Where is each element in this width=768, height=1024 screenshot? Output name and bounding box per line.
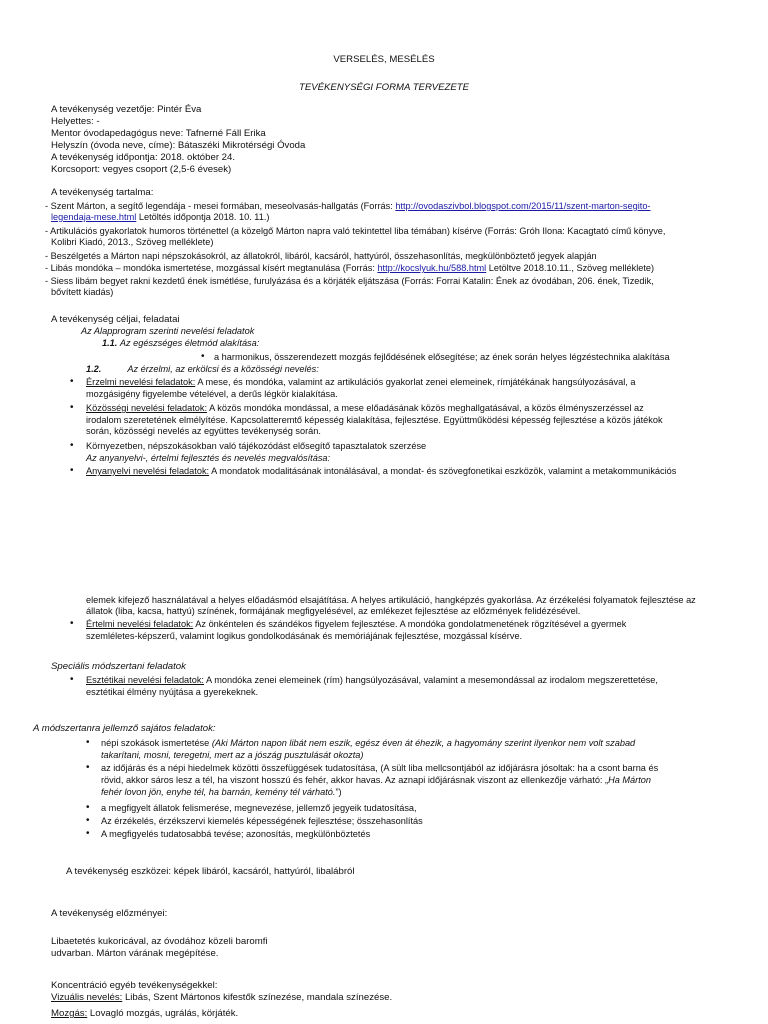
content-heading: A tevékenység tartalma: (51, 187, 154, 198)
method-weather: az időjárás és a népi hiedelmek közötti összefüggések tudatosítása, (A sült liba mellcsontjából az időjárásra jósoltak: ha a csont barna és (101, 763, 659, 773)
emotional-tasks-text: A mese, és mondóka, valamint az artikulációs gyakorlat zenei elemeinek, rímjátékának hangsúlyozásával, a (195, 377, 636, 387)
method-weather-cont-1 (101, 775, 651, 786)
bullet-icon: • (201, 351, 205, 362)
method-perception: Az érzékelés, érzékszervi kiemelés képességének fejlesztése; összehasonlítás (101, 816, 423, 826)
intellectual-tasks-text: Az önkéntelen és szándékos figyelem fejlesztése. A mondóka gondolatmenetének rögzítésével a gyermek (193, 619, 627, 629)
bullet-icon: • (70, 376, 74, 387)
content-item-5-cont: bővített kiadás) (51, 287, 114, 297)
method-customs-text: népi szokások ismertetése (101, 738, 212, 748)
content-item-2: - Artikulációs gyakorlatok humoros történettel (a közelgő Márton napra való tekintettel liba témában) kísérve (Forrás: Gróh Ilona: Kacagtató című könyve, (45, 226, 666, 236)
intellectual-tasks (86, 619, 626, 630)
content-item-3: - Beszélgetés a Márton napi népszokásokról, az állatokról, libáról, kacsáról, hattyúról, összehasonlítás, megkülönböztető jegyek alapján (45, 251, 597, 261)
method-customs (101, 738, 635, 749)
environment-tasks: Környezetben, népszokásokban való tájékozódást elősegítő tapasztalatok szerzése (86, 441, 427, 451)
aesthetic-tasks (86, 675, 658, 686)
concentration-movement (51, 1008, 238, 1019)
content-item-1 (45, 201, 651, 212)
language-tasks (86, 466, 676, 477)
emotional-tasks (86, 377, 636, 388)
source-link-2[interactable]: http://kocslyuk.hu/588.html (377, 263, 487, 273)
heading-1-1-number: 1.1. (102, 338, 118, 348)
document-subtitle: TEVÉKENYSÉGI FORMA TERVEZETE (298, 82, 470, 93)
goals-heading: A tevékenység céljai, feladatai (51, 314, 180, 325)
aesthetic-tasks-text: A mondóka zenei elemeinek (rím) hangsúlyozásával, valamint a mesemondással az irodalom megszerettetése, (203, 675, 658, 685)
tools-line: A tevékenység eszközei: képek libáról, kacsáról, hattyúról, libalábról (66, 866, 355, 877)
concentration-visual (51, 992, 392, 1003)
source-link-1-cont[interactable]: legendaja-mese.html (51, 212, 137, 222)
source-link-1[interactable]: http://ovodaszivbol.blogspot.com/2015/11/szent-marton-segito- (395, 201, 651, 211)
language-tasks-cont-1: elemek kifejező használatával a helyes előadásmód elsajátítása. A helyes artikuláció, hangképzés gyakorlása. Az érzékelési folyamatok fejlesztése az (86, 595, 696, 605)
aesthetic-tasks-cont: esztétikai élmény nyújtása a gyerekeknek. (86, 687, 259, 697)
content-item-5: - Siess libám begyet rakni kezdetű ének ismétlése, furulyázása és a körjáték eljátszása (Forrás: Forrai Katalin: Ének az óvodában, 206. ének, Tizedik, (45, 276, 654, 286)
method-weather-cont-2 (101, 787, 342, 798)
concentration-visual-label: Vizuális nevelés: (51, 992, 123, 1003)
heading-1-2-text: Az érzelmi, az erkölcsi és a közösségi nevelés: (127, 364, 319, 374)
concentration-visual-text: Libás, Szent Mártonos kifestők színezése, mandala színezése. (122, 992, 393, 1003)
bullet-icon: • (70, 440, 74, 451)
content-item-1-text: - Szent Márton, a segítő legendája - mesei formában, meseolvasás-hallgatás (Forrás: (45, 201, 396, 211)
concentration-heading: Koncentráció egyéb tevékenységekkel: (51, 980, 218, 991)
antecedents-heading: A tevékenység előzményei: (51, 908, 168, 919)
bullet-icon: • (86, 828, 90, 839)
method-weather-end: ”) (335, 787, 342, 797)
intellectual-tasks-cont: szemléletes-képszerű, valamint logikus gondolkodásának és memóriájának fejlesztése, mozgással kísérve. (86, 631, 523, 641)
content-item-4-text: - Libás mondóka – mondóka ismertetése, mozgással kísért megtanulása (Forrás: (45, 263, 378, 273)
community-tasks-text: A közös mondóka mondással, a mese előadásának közös meghallgatásával, a közös élményszerzéssel az (207, 403, 644, 413)
bullet-icon: • (70, 402, 74, 413)
heading-1-1-text: Az egészséges életmód alakítása: (119, 338, 260, 348)
concentration-movement-label: Mozgás: (51, 1008, 88, 1019)
method-weather-text: rövid, akkor sáros lesz a tél, ha viszont hosszú és fehér, akkor havas. Az aznapi időjárásnak viszont az ellenkezője várható: „ (101, 775, 609, 785)
bullet-icon: • (86, 802, 90, 813)
language-tasks-label: Anyanyelvi nevelési feladatok: (86, 466, 210, 476)
method-weather-quote: Ha Márton (608, 775, 652, 785)
intellectual-tasks-label: Értelmi nevelési feladatok: (86, 619, 194, 629)
info-deputy: Helyettes: - (51, 116, 100, 127)
heading-1-2 (86, 364, 319, 375)
method-customs-cont: takarítani, mosni, teregetni, mert az a jószág pusztulását okozta) (101, 750, 364, 760)
method-observation: A megfigyelés tudatosabbá tevése; azonosítás, megkülönböztetés (101, 829, 371, 839)
antecedents-line-1: Libaetetés kukoricával, az óvodához közeli baromfi (51, 936, 268, 947)
concentration-movement-text: Lovagló mozgás, ugrálás, körjáték. (87, 1008, 239, 1019)
method-customs-quote: (Aki Márton napon libát nem eszik, egész éven át éhezik, a hagyomány szerint ilyenkor nem volt szabad (211, 738, 636, 748)
community-tasks-cont-2: során, közösségi nevelés az együttes tevékenység során. (86, 426, 321, 436)
community-tasks-cont-1: irodalom szeretetének elmélyítése. Kapcsolatteremtő képesség kialakítása, fejlesztése. Együttműködési képesség fejlesztése a közös játékok (86, 415, 663, 425)
content-item-1-suffix: Letöltés időpontja 2018. 10. 11.) (136, 212, 270, 222)
info-leader: A tevékenység vezetője: Pintér Éva (51, 104, 202, 115)
antecedents-line-2: udvarban. Márton várának megépítése. (51, 948, 219, 959)
community-tasks (86, 403, 644, 414)
bullet-icon: • (86, 737, 90, 748)
bullet-icon: • (70, 465, 74, 476)
info-location: Helyszín (óvoda neve, címe): Bátaszéki Mikrotérségi Óvoda (51, 140, 306, 151)
alapprogram-heading: Az Alapprogram szerinti nevelési feladatok (81, 326, 255, 336)
special-heading: Speciális módszertani feladatok (51, 661, 186, 672)
content-item-1-cont (51, 212, 269, 223)
info-age-group: Korcsoport: vegyes csoport (2,5-6 évesek) (51, 164, 232, 175)
method-animals: a megfigyelt állatok felismerése, megnevezése, jellemző jegyeik tudatosítása, (101, 803, 417, 813)
heading-1-1 (102, 338, 259, 349)
content-item-4 (45, 263, 654, 274)
bullet-icon: • (86, 762, 90, 773)
aesthetic-tasks-label: Esztétikai nevelési feladatok: (86, 675, 204, 685)
bullet-icon: • (70, 674, 74, 685)
bullet-icon: • (70, 618, 74, 629)
method-heading: A módszertanra jellemző sajátos feladatok: (33, 723, 216, 734)
bullet-icon: • (86, 815, 90, 826)
content-item-4-suffix: Letöltve 2018.10.11., Szöveg melléklete) (486, 263, 655, 273)
goal-health-text: a harmonikus, összerendezett mozgás fejlődésének elősegítése; az ének során helyes légzéstechnika alakítása (214, 352, 670, 362)
community-tasks-label: Közösségi nevelési feladatok: (86, 403, 208, 413)
language-tasks-cont-2: állatok (liba, kacsa, hattyú) színének, formájának megfigyelésével, az emlékezet fejlesztése az előzmények felidézésével. (86, 606, 581, 616)
document-title: VERSELÉS, MESÉLÉS (333, 54, 435, 65)
info-date: A tevékenység időpontja: 2018. október 24. (51, 152, 236, 163)
language-heading: Az anyanyelvi-, értelmi fejlesztés és nevelés megvalósítása: (86, 453, 331, 463)
method-weather-quote-cont: fehér lovon jön, enyhe tél, ha barnán, kemény tél várható. (101, 787, 336, 797)
info-mentor: Mentor óvodapedagógus neve: Tafnerné Fáll Erika (51, 128, 266, 139)
content-item-2-cont: Kolibri Kiadó, 2013., Szöveg melléklete) (51, 237, 214, 247)
heading-1-2-number: 1.2. (86, 364, 102, 374)
emotional-tasks-cont: mozgásigény figyelembe vételével, a derűs légkör kialakítása. (86, 389, 338, 399)
emotional-tasks-label: Érzelmi nevelési feladatok: (86, 377, 196, 387)
language-tasks-text: A mondatok modalitásának intonálásával, a mondat- és szövegfonetikai eszközök, valamint a metakommunikációs (209, 466, 677, 476)
